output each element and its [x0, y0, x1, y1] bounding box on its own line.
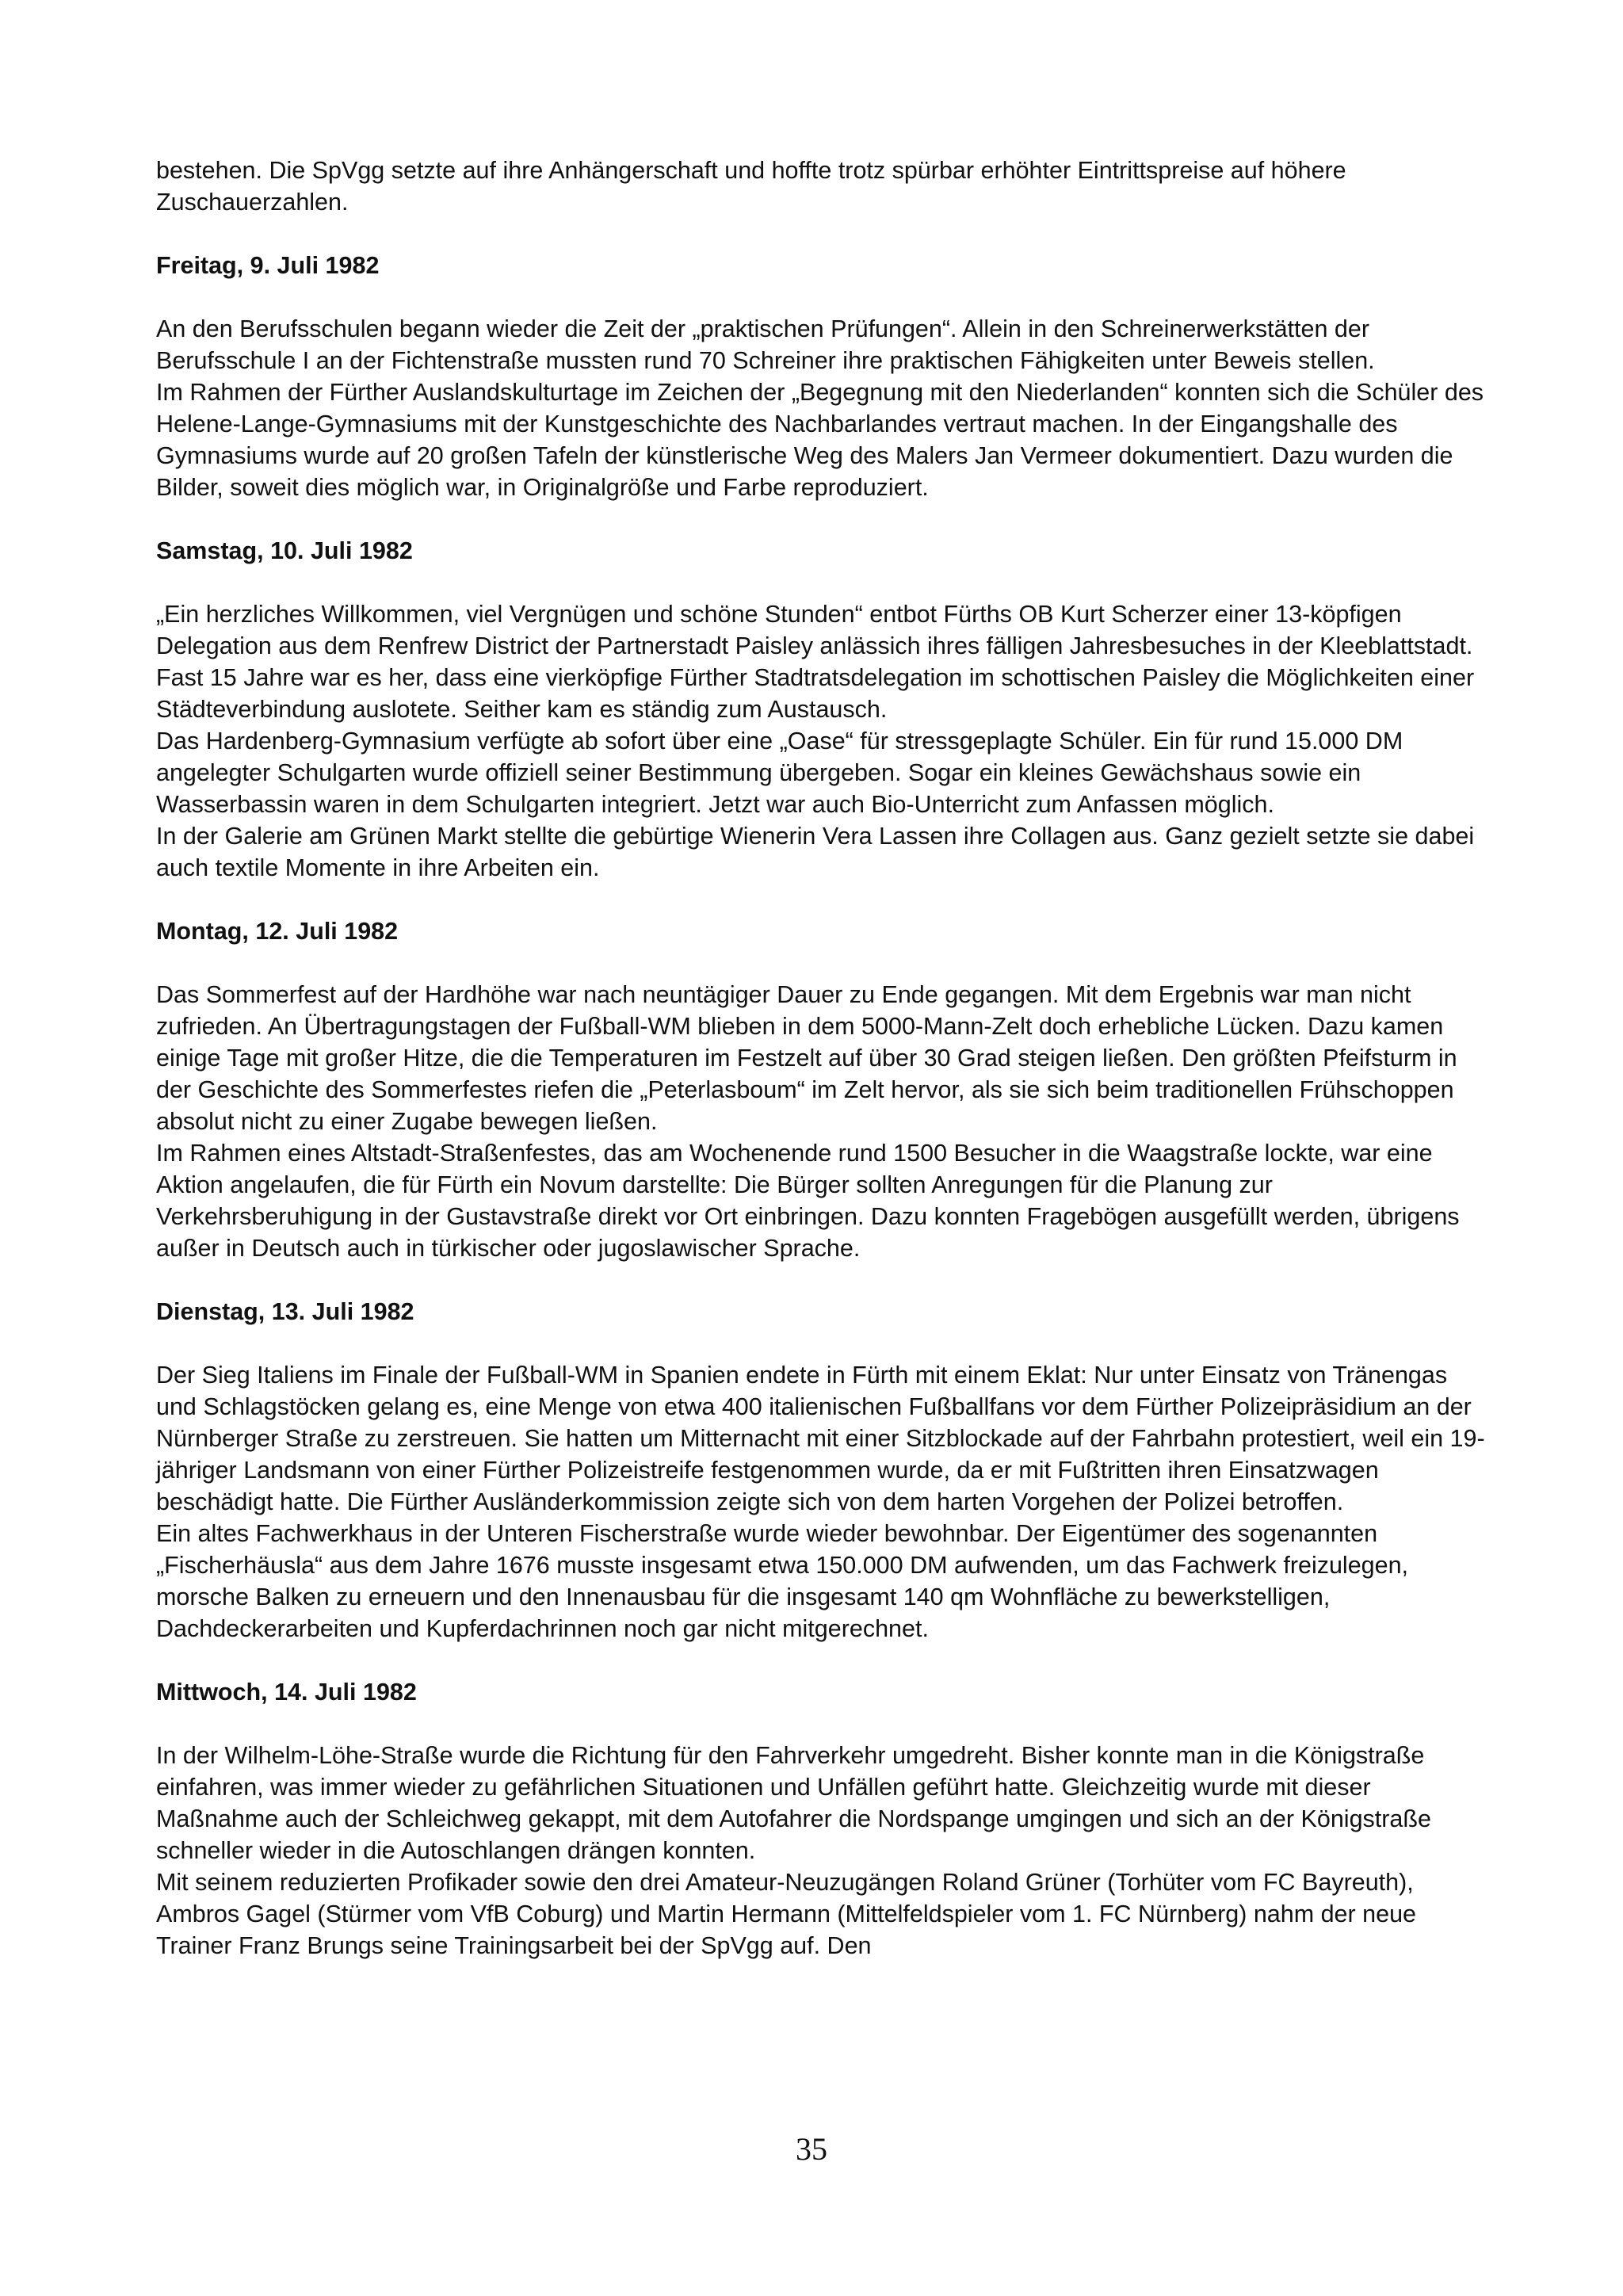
date-heading: Mittwoch, 14. Juli 1982 [156, 1679, 417, 1706]
date-heading: Montag, 12. Juli 1982 [156, 918, 399, 945]
paragraph: Im Rahmen eines Altstadt-Straßenfestes, das am Wochenende rund 1500 Besucher in die Waagstraße lockte, war eine Aktion angelaufen, die für Fürth ein Novum darstellte: Die Bürger sollten Anregungen für die Planung zur Verkehrsberuhigung in der Gustavstraße direkt vor Ort einbringen. Dazu konnten Fragebögen ausgefüllt werden, übrigens außer in Deutsch auch in türkischer oder jugoslawischer Sprache. [156, 1140, 1460, 1262]
date-heading: Freitag, 9. Juli 1982 [156, 252, 380, 279]
paragraph: Mit seinem reduzierten Profikader sowie den drei Amateur-Neuzugängen Roland Grüner (Torhüter vom FC Bayreuth), Ambros Gagel (Stürmer vom VfB Coburg) und Martin Hermann (Mittelfeldspieler vom 1. FC Nürnberg) nahm der neue Trainer Franz Brungs seine Trainingsarbeit bei der SpVgg auf. Den [156, 1869, 1417, 1959]
entry-section [156, 915, 1487, 1264]
paragraph: An den Berufsschulen begann wieder die Zeit der „praktischen Prüfungen“. Allein in den Schreinerwerkstätten der Berufsschule I an der Fichtenstraße mussten rund 70 Schreiner ihre praktischen Fähigkeiten unter Beweis stellen. [156, 315, 1375, 374]
entry-section [156, 250, 1487, 503]
document-page [156, 155, 1487, 1962]
paragraph: In der Wilhelm-Löhe-Straße wurde die Richtung für den Fahrverkehr umgedreht. Bisher konnte man in die Königstraße einfahren, was immer wieder zu gefährlichen Situationen und Unfällen geführt hatte. Gleichzeitig wurde mit dieser Maßnahme auch der Schleichweg gekappt, mit dem Autofahrer die Nordspange umgingen und sich an der Königstraße schneller wieder in die Autoschlangen drängen konnten. [156, 1742, 1431, 1864]
paragraph: bestehen. Die SpVgg setzte auf ihre Anhängerschaft und hoffte trotz spürbar erhöhter Eintrittspreise auf höhere Zuschauerzahlen. [156, 157, 1346, 216]
paragraph: Der Sieg Italiens im Finale der Fußball-WM in Spanien endete in Fürth mit einem Eklat: Nur unter Einsatz von Tränengas und Schlagstöcken gelang es, eine Menge von etwa 400 italienischen Fußballfans vor dem Fürther Polizeipräsidium an der Nürnberger Straße zu zerstreuen. Sie hatten um Mitternacht mit einer Sitzblockade auf der Fahrbahn protestiert, weil ein 19-jähriger Landsmann von einer Fürther Polizeistreife festgenommen wurde, da er mit Fußtritten ihren Einsatzwagen beschädigt hatte. Die Fürther Ausländerkommission zeigte sich von dem harten Vorgehen der Polizei betroffen. [156, 1362, 1485, 1515]
date-heading: Dienstag, 13. Juli 1982 [156, 1298, 414, 1325]
paragraph: Das Hardenberg-Gymnasium verfügte ab sofort über eine „Oase“ für stressgeplagte Schüler. Ein für rund 15.000 DM angelegter Schulgarten wurde offiziell seiner Bestimmung übergeben. Sogar ein kleines Gewächshaus sowie ein Wasserbassin waren in dem Schulgarten integriert. Jetzt war auch Bio-Unterricht zum Anfassen möglich. [156, 728, 1403, 818]
date-heading: Samstag, 10. Juli 1982 [156, 537, 413, 564]
paragraph: In der Galerie am Grünen Markt stellte die gebürtige Wienerin Vera Lassen ihre Collagen aus. Ganz gezielt setzte sie dabei auch textile Momente in ihre Arbeiten ein. [156, 823, 1475, 881]
paragraph: Das Sommerfest auf der Hardhöhe war nach neuntägiger Dauer zu Ende gegangen. Mit dem Ergebnis war man nicht zufrieden. An Übertragungstagen der Fußball-WM blieben in dem 5000-Mann-Zelt doch erhebliche Lücken. Dazu kamen einige Tage mit großer Hitze, die die Temperaturen im Festzelt auf über 30 Grad steigen ließen. Den größten Pfeifsturm in der Geschichte des Sommerfestes riefen die „Peterlasboum“ im Zelt hervor, als sie sich beim traditionellen Frühschoppen absolut nicht zu einer Zugabe bewegen ließen. [156, 981, 1457, 1135]
paragraph: „Ein herzliches Willkommen, viel Vergnügen und schöne Stunden“ entbot Fürths OB Kurt Scherzer einer 13-köpfigen Delegation aus dem Renfrew District der Partnerstadt Paisley anlässich ihres fälligen Jahresbesuches in der Kleeblattstadt. Fast 15 Jahre war es her, dass eine vierköpfige Fürther Stadtratsdelegation im schottischen Paisley die Möglichkeiten einer Städteverbindung auslotete. Seither kam es ständig zum Austausch. [156, 601, 1475, 723]
entry-section [156, 535, 1487, 884]
entry-section [156, 1676, 1487, 1962]
entry-section [156, 1296, 1487, 1645]
intro-section [156, 155, 1487, 218]
paragraph: Ein altes Fachwerkhaus in der Unteren Fischerstraße wurde wieder bewohnbar. Der Eigentümer des sogenannten „Fischerhäusla“ aus dem Jahre 1676 musste insgesamt etwa 150.000 DM aufwenden, um das Fachwerk freizulegen, morsche Balken zu erneuern und den Innenausbau für die insgesamt 140 qm Wohnfläche zu bewerkstelligen, Dachdeckerarbeiten und Kupferdachrinnen noch gar nicht mitgerechnet. [156, 1520, 1409, 1642]
page-number: 35 [796, 2131, 827, 2167]
paragraph: Im Rahmen der Fürther Auslandskulturtage im Zeichen der „Begegnung mit den Niederlanden“ konnten sich die Schüler des Helene-Lange-Gymnasiums mit der Kunstgeschichte des Nachbarlandes vertraut machen. In der Eingangshalle des Gymnasiums wurde auf 20 großen Tafeln der künstlerische Weg des Malers Jan Vermeer dokumentiert. Dazu wurden die Bilder, soweit dies möglich war, in Originalgröße und Farbe reproduziert. [156, 379, 1484, 501]
